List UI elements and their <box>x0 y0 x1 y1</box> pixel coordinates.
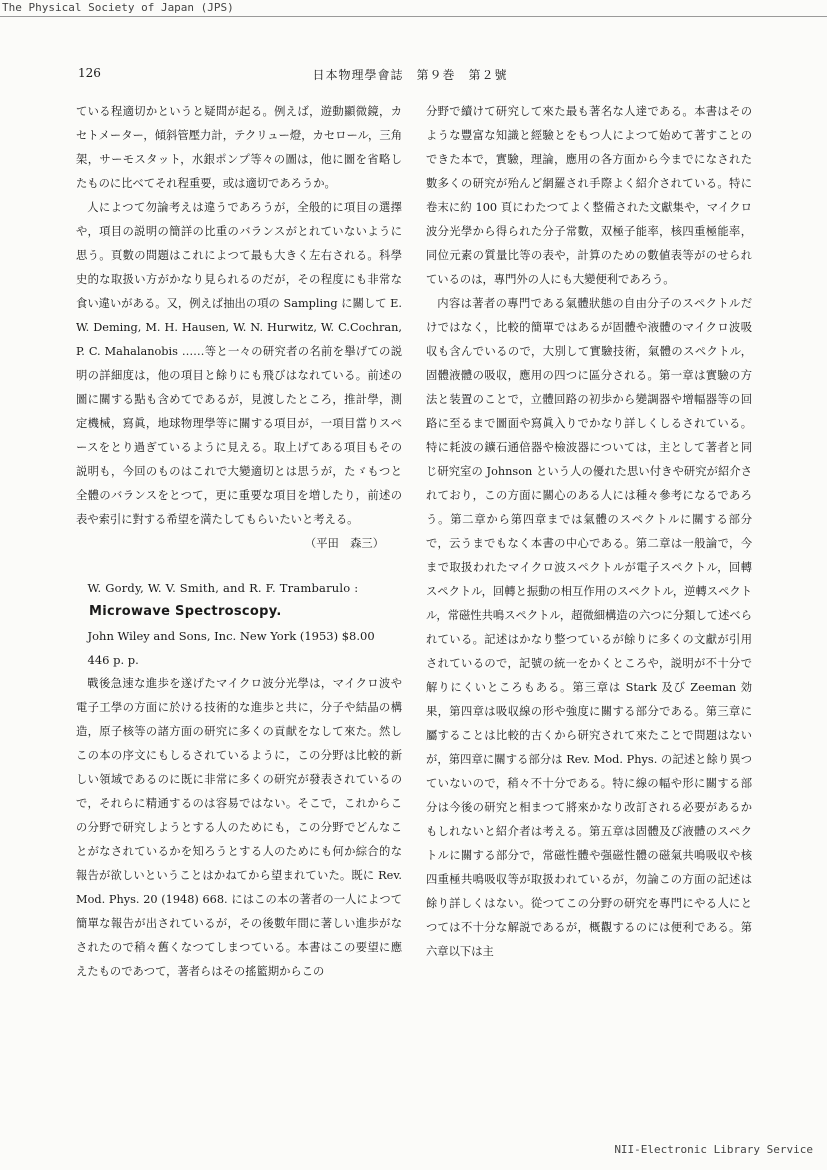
source-label: The Physical Society of Japan (JPS) <box>2 1 234 14</box>
reviewer-signature: （平田 森三） <box>304 537 384 550</box>
paragraph: 戰後急速な進歩を遂げたマイクロ波分光學は，マイクロ波や電子工學の方面に於ける技術的な進歩と共に，分子や結晶の構造，原子核等の諸方面の研究に多くの貢献をなして來た。然しこの本の序文にもしるされているように，この分野は比較的新しい領域であるのに既に非常に多くの研究が發表されているので，それらに精通するのは容易ではない。そこで，これからこの分野で研究しようとする人のためにも，この分野でどんなことがなされているかを知ろうとする人のためにも何か綜合的な報告が欲しいということはかねてから望まれていた。既に Rev. Mod. Phys. 20 (1948) 668. にはこの本の著者の一人によつて簡單な報告が出されているが，その後數年間に著しい進歩がなされたので稍々舊くなつてしまつている。本書はこの要望に應えたものであつて，著者らはその搖籃期からこの <box>76 677 402 978</box>
paragraph: 内容は著者の專門である氣體狀態の自由分子のスペクトルだけではなく，比較的簡單ではあるが固體や液體のマイクロ波吸収も含んでいるので，大別して實驗技術，氣體のスペクトル，固體液體の吸収，應用の四つに區分される。第一章は實驗の方法と装置のことで，立體回路の初歩から變調器や增幅器等の回路に至るまで圖面や寫眞入りでかなり詳しくしるされている。特に耗波の鑛石通倍器や檢波器については，主として著者と同じ研究室の Johnson という人の優れた思い付きや研究が紹介されており，この方面に關心のある人には種々參考になるであろう。第二章から第四章までは氣體のスペクトルに關する部分で，云うまでもなく本書の中心である。第二章は一般論で，今まで取扱われたマイクロ波スペクトルが電子スペクトル，回轉スペクトル，回轉と振動の相互作用のスペクトル，逆轉スペクトル，常磁性共鳴スペクトル，超微細構造の六つに分類して述べられている。記述はかなり整つているが餘りに多くの文獻が引用されているので，記號の統一をかくところや，説明が不十分で解りにくいところもある。第三章は Stark 及び Zeeman 効果，第四章は吸収線の形や強度に關する部分である。第三章に屬することは比較的古くから研究されて來たことで問題はないが，第四章に關する部分は Rev. Mod. Phys. の記述と餘り異つていないので，稍々不十分である。特に線の幅や形に關する部分は今後の研究と相まつて將來かなり改訂される必要があるかもしれないと紹介者は考える。第五章は固體及び液體のスペクトルに關する部分で，常磁性體や强磁性體の磁氣共鳴吸収や核四重極共鳴吸収等が取扱われているが，勿論この方面の記述は餘り詳しくはない。從つてこの分野の研究を專門にやる人にとつては不十分な解説であるが，概觀するのには便利である。第六章以下は主 <box>426 297 752 958</box>
journal-title: 日本物理學會誌 第９巻 第２號 <box>312 68 508 82</box>
right-column <box>426 100 752 1115</box>
running-header <box>78 66 742 82</box>
book-authors: W. Gordy, W. V. Smith, and R. F. Trambarulo : <box>87 581 359 595</box>
paragraph: 人によつて勿論考えは違うであろうが，全般的に項目の選擇や，項目の説明の簡詳の比重のバランスがとれていないように思う。頁數の問題はこれによつて最も大きく左右される。科學史的な取扱い方がかなり見られるのだが，その程度にも非常な食い違いがある。又，例えば抽出の項の Sampling に關して E. W. Deming, M. H. Hausen, W. N. Hurwitz, W. C.Cochran, P. C. Mahalanobis ……等と一々の研究者の名前を擧げての説明の詳細度は，他の項目と餘りにも飛びはなれている。前述の圖に關する點も含めてであるが，見渡したところ，推計學，測定機械，寫眞，地球物理學等に關する項目が，一項目當りスペースをとり過ぎているように見える。取上げてある項目もその説明も，今回のものはこれで大變適切とは思うが，たゞもつと全體のバランスをとつて，更に重要な項目を増したり，前述の表や索引に對する希望を満たしてもらいたいと考える。 <box>76 201 402 526</box>
book-review-heading <box>76 576 402 672</box>
paragraph: 分野で續けて研究して來た最も著名な人達である。本書はそのような豐富な知識と經驗とをもつ人によつて始めて著すことのできた本で，實驗，理論，應用の各方面から今までになされた數多くの研究が殆んど網羅され手際よく紹介されている。特に卷末に約 100 頁にわたつてよく整備された文獻集や，マイクロ波分光學から得られた分子常數，双極子能率，核四重極能率，同位元素の質量比等の表や，計算のための數値表等がのせられているのは，專門外の人にも大變便利であろう。 <box>426 105 752 286</box>
book-publisher: John Wiley and Sons, Inc. New York (1953) $8.00 <box>87 629 375 643</box>
book-pages: 446 p. p. <box>87 653 139 667</box>
book-title: Microwave Spectroscopy. <box>89 604 282 619</box>
page-number: 126 <box>78 66 101 80</box>
left-column <box>76 100 402 1115</box>
footer-label: NII-Electronic Library Service <box>614 1143 813 1156</box>
paragraph: ている程適切かというと疑問が起る。例えば，遊動顯微鏡，カセトメーター，傾斜管壓力計，テクリュー燈，カセロール，三角架，サーモスタット，水銀ポンプ等々の圖は，他に圖を省略したものに比べてそれ程重要，或は適切であろうか。 <box>76 105 402 190</box>
source-banner <box>0 0 827 17</box>
